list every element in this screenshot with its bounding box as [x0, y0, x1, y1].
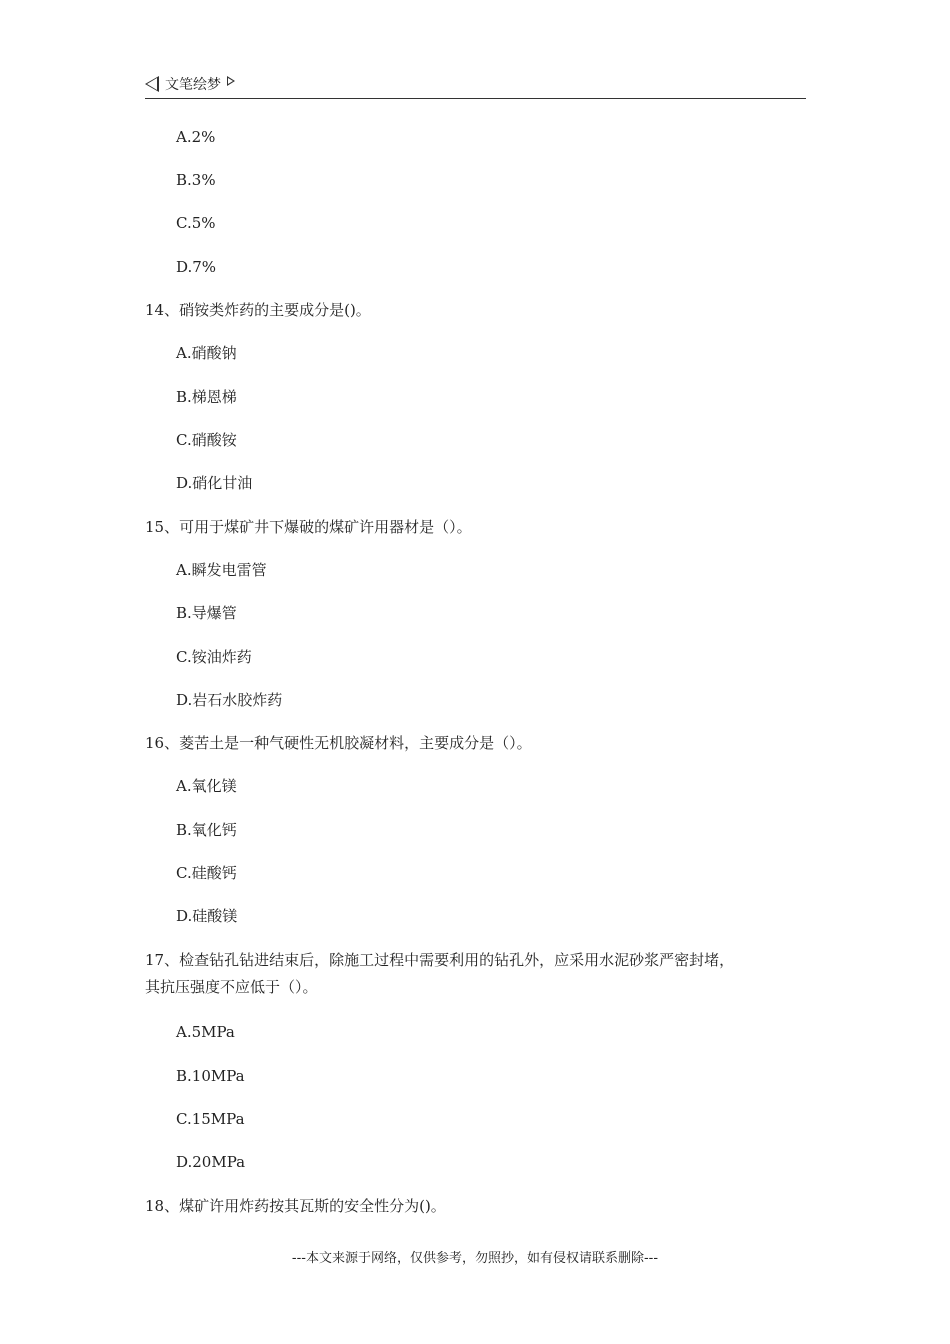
question-line: 16、菱苦土是一种气硬性无机胶凝材料，主要成分是（）。 [145, 734, 532, 752]
option-line: B.10MPa [176, 1067, 245, 1085]
question-line: 14、硝铵类炸药的主要成分是()。 [145, 301, 371, 319]
brand-text: 文笔绘梦 [165, 77, 221, 93]
header-brand [145, 74, 235, 94]
triangle-left-icon [145, 76, 159, 92]
triangle-right-icon [227, 76, 235, 86]
option-line: B.导爆管 [176, 604, 237, 622]
option-line: C.15MPa [176, 1110, 245, 1128]
option-line: B.梯恩梯 [176, 388, 237, 406]
option-line: B.3% [176, 171, 216, 189]
option-line: D.20MPa [176, 1153, 246, 1171]
option-line: B.氧化钙 [176, 821, 237, 839]
option-line: C.硝酸铵 [176, 431, 237, 449]
question-line: 18、煤矿许用炸药按其瓦斯的安全性分为()。 [145, 1197, 446, 1215]
question-line: 17、检查钻孔钻进结束后，除施工过程中需要利用的钻孔外，应采用水泥砂浆严密封堵， [145, 951, 735, 969]
option-line: D.硝化甘油 [176, 474, 253, 492]
page-footer: ---本文来源于网络，仅供参考，勿照抄，如有侵权请联系删除--- [291, 1251, 659, 1266]
option-line: A.瞬发电雷管 [176, 561, 267, 579]
option-line: C.5% [176, 214, 216, 232]
question-line: 其抗压强度不应低于（）。 [145, 978, 318, 996]
option-line: A.氧化镁 [176, 777, 237, 795]
option-line: D.7% [176, 258, 217, 276]
option-line: D.岩石水胶炸药 [176, 691, 283, 709]
option-line: A.5MPa [176, 1023, 235, 1041]
option-line: D.硅酸镁 [176, 907, 238, 925]
option-line: C.铵油炸药 [176, 648, 252, 666]
page-header [145, 72, 806, 99]
question-line: 15、可用于煤矿井下爆破的煤矿许用器材是（）。 [145, 518, 472, 536]
option-line: C.硅酸钙 [176, 864, 237, 882]
option-line: A.2% [176, 128, 216, 146]
option-line: A.硝酸钠 [176, 344, 237, 362]
